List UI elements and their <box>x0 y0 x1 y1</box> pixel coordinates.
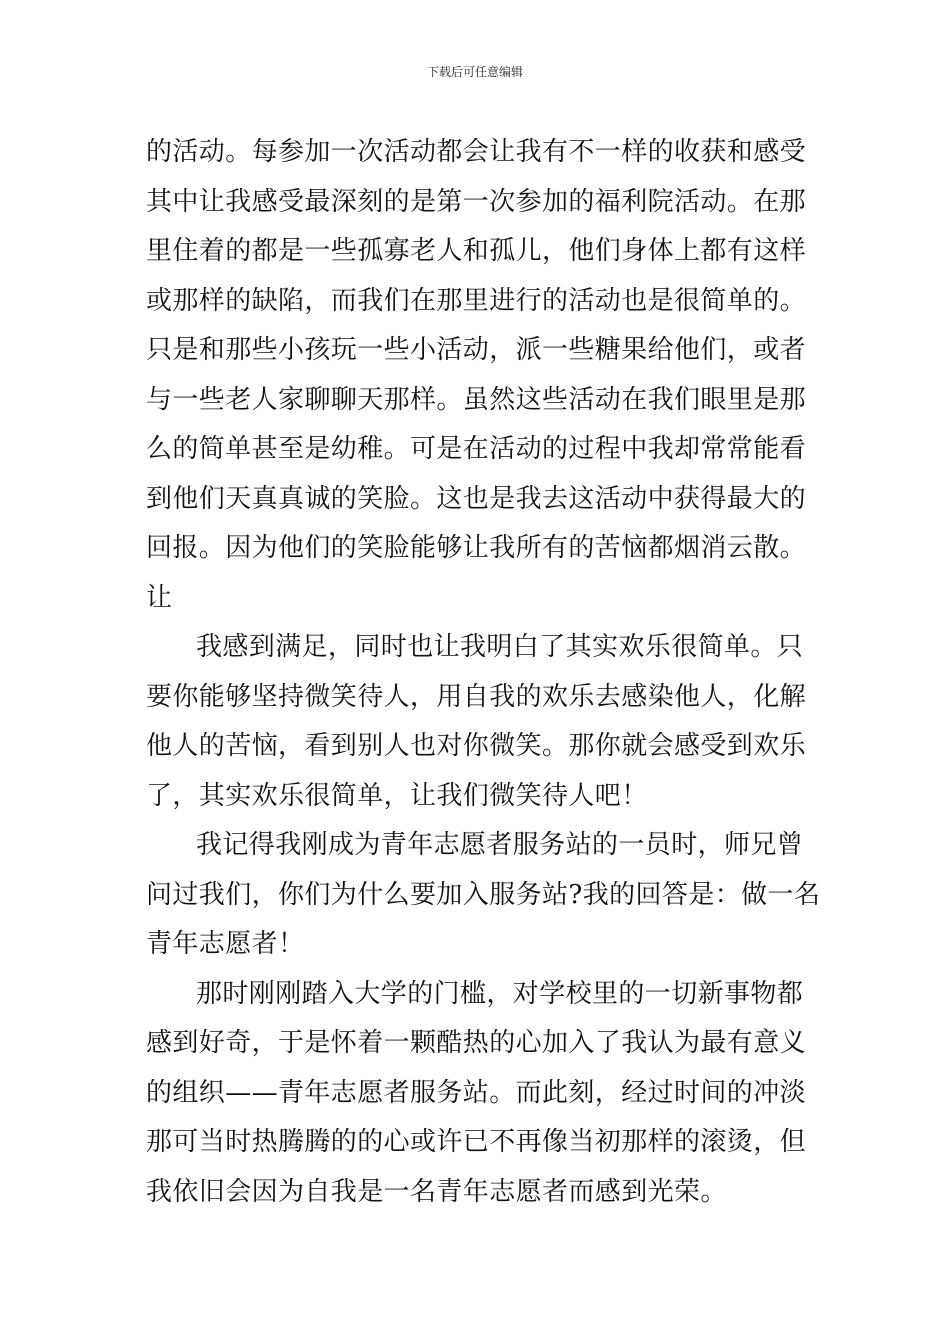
text-line: 感到好奇，于是怀着一颗酷热的心加入了我认为最有意义 <box>146 1028 807 1058</box>
text-line: 那时刚刚踏入大学的门槛，对学校里的一切新事物都 <box>196 978 804 1009</box>
page-header: 下载后可任意编辑 <box>426 65 523 79</box>
text-line: 他人的苦恼，看到别人也对你微笑。那你就会感受到欢乐 <box>146 731 807 761</box>
text-line: 只是和那些小孩玩一些小活动，派一些糖果给他们，或者 <box>146 335 807 365</box>
text-line: 其中让我感受最深刻的是第一次参加的福利院活动。在那 <box>146 186 807 217</box>
text-line: 问过我们，你们为什么要加入服务站?我的回答是：做一名 <box>146 879 821 910</box>
text-line: 那可当时热腾腾的的心或许已不再像当初那样的滚烫，但 <box>146 1127 807 1157</box>
text-line: 或那样的缺陷，而我们在那里进行的活动也是很简单的。 <box>146 285 807 316</box>
text-line: 让 <box>146 582 173 613</box>
text-line: 我感到满足，同时也让我明白了其实欢乐很简单。只 <box>196 632 804 662</box>
text-line: 么的简单甚至是幼稚。可是在活动的过程中我却常常能看 <box>146 434 807 464</box>
text-line: 与一些老人家聊聊天那样。虽然这些活动在我们眼里是那 <box>146 384 807 415</box>
text-line: 的组织——青年志愿者服务站。而此刻，经过时间的冲淡 <box>146 1077 807 1108</box>
text-line: 我记得我刚成为青年志愿者服务站的一员时，师兄曾 <box>196 830 804 860</box>
text-line: 里住着的都是一些孤寡老人和孤儿，他们身体上都有这样 <box>146 236 807 266</box>
body-text <box>146 128 826 1217</box>
text-line: 了，其实欢乐很简单，让我们微笑待人吧！ <box>146 780 648 811</box>
text-line: 到他们天真真诚的笑脸。这也是我去这活动中获得最大的 <box>146 483 807 514</box>
text-line: 我依旧会因为自我是一名青年志愿者而感到光荣。 <box>146 1176 727 1207</box>
text-line: 要你能够坚持微笑待人，用自我的欢乐去感染他人，化解 <box>146 681 807 712</box>
text-line: 青年志愿者！ <box>146 929 305 959</box>
text-line: 回报。因为他们的笑脸能够让我所有的苦恼都烟消云散。 <box>146 533 807 563</box>
text-line: 的活动。每参加一次活动都会让我有不一样的收获和感受 <box>146 137 807 167</box>
